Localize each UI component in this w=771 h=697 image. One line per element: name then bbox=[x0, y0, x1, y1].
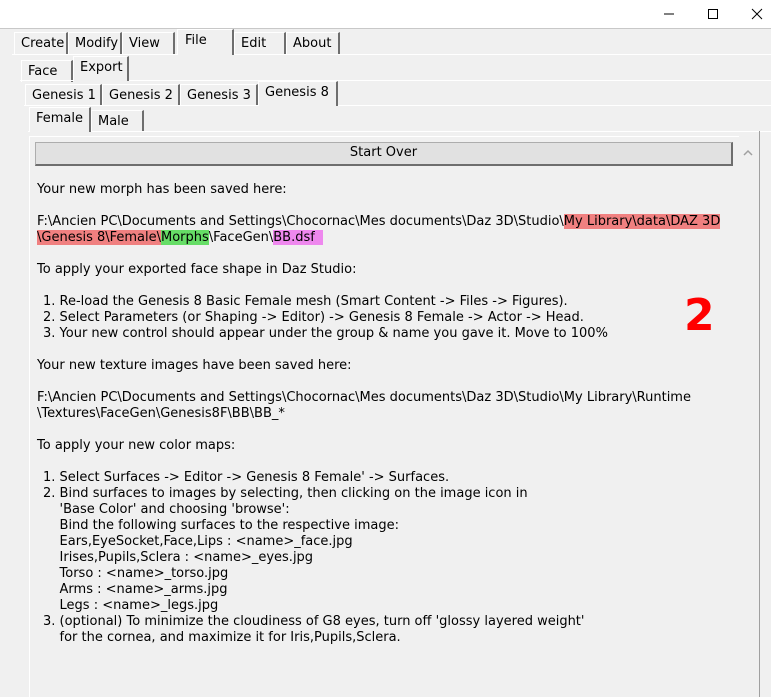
color-step: Torso : <name>_torso.jpg bbox=[43, 566, 229, 581]
path-highlight-red: My Library\data\DAZ 3D bbox=[563, 214, 721, 229]
color-heading: To apply your new color maps: bbox=[37, 438, 236, 453]
tab-create[interactable]: Create bbox=[14, 32, 68, 54]
title-bar bbox=[0, 0, 771, 28]
path-highlight-green: Morphs bbox=[161, 230, 209, 245]
minimize-icon[interactable] bbox=[646, 0, 692, 28]
maximize-icon[interactable] bbox=[690, 0, 736, 28]
color-step: Ears,EyeSocket,Face,Lips : <name>_face.jpg bbox=[43, 534, 353, 549]
apply-step: 3. Your new control should appear under the group & name you gave it. Move to 100% bbox=[43, 326, 608, 341]
tab-face[interactable]: Face bbox=[21, 60, 73, 82]
texture-path-line-1: F:\Ancien PC\Documents and Settings\Chocornac\Mes documents\Daz 3D\Studio\My Library\Runtime bbox=[37, 390, 691, 405]
panel-border bbox=[12, 54, 771, 55]
panel-border bbox=[28, 131, 771, 132]
tab-genesis-1[interactable]: Genesis 1 bbox=[25, 84, 102, 106]
color-step: Bind the following surfaces to the respective image: bbox=[43, 518, 399, 533]
start-over-button[interactable]: Start Over bbox=[35, 142, 733, 166]
tab-export[interactable]: Export bbox=[73, 56, 129, 81]
path-highlight-red: \Genesis 8\Female\ bbox=[37, 230, 162, 245]
path-segment: F:\Ancien PC\Documents and Settings\Chocornac\Mes documents\Daz 3D\Studio\ bbox=[37, 214, 564, 229]
color-step: 2. Bind surfaces to images by selecting, then clicking on the image icon in bbox=[43, 486, 528, 501]
color-step: for the cornea, and maximize it for Iris,Pupils,Sclera. bbox=[43, 630, 401, 645]
tab-genesis-8[interactable]: Genesis 8 bbox=[258, 81, 338, 106]
texture-heading: Your new texture images have been saved here: bbox=[37, 358, 352, 373]
panel-border bbox=[759, 131, 760, 697]
tab-about[interactable]: About bbox=[286, 32, 340, 54]
apply-step: 1. Re-load the Genesis 8 Basic Female mesh (Smart Content -> Files -> Figures). bbox=[43, 294, 568, 309]
color-step: 3. (optional) To minimize the cloudiness of G8 eyes, turn off 'glossy layered weight' bbox=[43, 614, 585, 629]
tab-male[interactable]: Male bbox=[91, 110, 144, 132]
tab-female[interactable]: Female bbox=[29, 107, 91, 132]
color-step: Irises,Pupils,Sclera : <name>_eyes.jpg bbox=[43, 550, 314, 565]
tab-modify[interactable]: Modify bbox=[68, 32, 122, 54]
chevron-up-icon[interactable] bbox=[737, 144, 759, 162]
saved-heading: Your new morph has been saved here: bbox=[37, 182, 287, 197]
tab-genesis-3[interactable]: Genesis 3 bbox=[180, 84, 258, 106]
annotation-number: 2 bbox=[684, 290, 715, 341]
tab-file[interactable]: File bbox=[177, 29, 234, 55]
panel-border bbox=[20, 80, 771, 81]
path-segment: \FaceGen\ bbox=[208, 230, 274, 245]
panel-border bbox=[24, 105, 771, 106]
color-step: Arms : <name>_arms.jpg bbox=[43, 582, 228, 597]
tab-view[interactable]: View bbox=[122, 32, 175, 54]
color-step: 'Base Color' and choosing 'browse': bbox=[43, 502, 290, 517]
texture-path-line-2: \Textures\FaceGen\Genesis8F\BB\BB_* bbox=[37, 406, 285, 421]
apply-step: 2. Select Parameters (or Shaping -> Editor) -> Genesis 8 Female -> Actor -> Head. bbox=[43, 310, 584, 325]
tab-genesis-2[interactable]: Genesis 2 bbox=[102, 84, 180, 106]
tab-edit[interactable]: Edit bbox=[234, 32, 286, 54]
color-step: Legs : <name>_legs.jpg bbox=[43, 598, 219, 613]
color-step: 1. Select Surfaces -> Editor -> Genesis 8 Female' -> Surfaces. bbox=[43, 470, 450, 485]
morph-path-line-1 bbox=[37, 214, 720, 230]
vertical-scrollbar[interactable] bbox=[737, 140, 759, 697]
path-highlight-pink: BB.dsf bbox=[273, 230, 315, 245]
morph-path-line-2 bbox=[37, 230, 323, 246]
close-icon[interactable] bbox=[734, 0, 771, 28]
apply-heading: To apply your exported face shape in Daz Studio: bbox=[37, 262, 357, 277]
